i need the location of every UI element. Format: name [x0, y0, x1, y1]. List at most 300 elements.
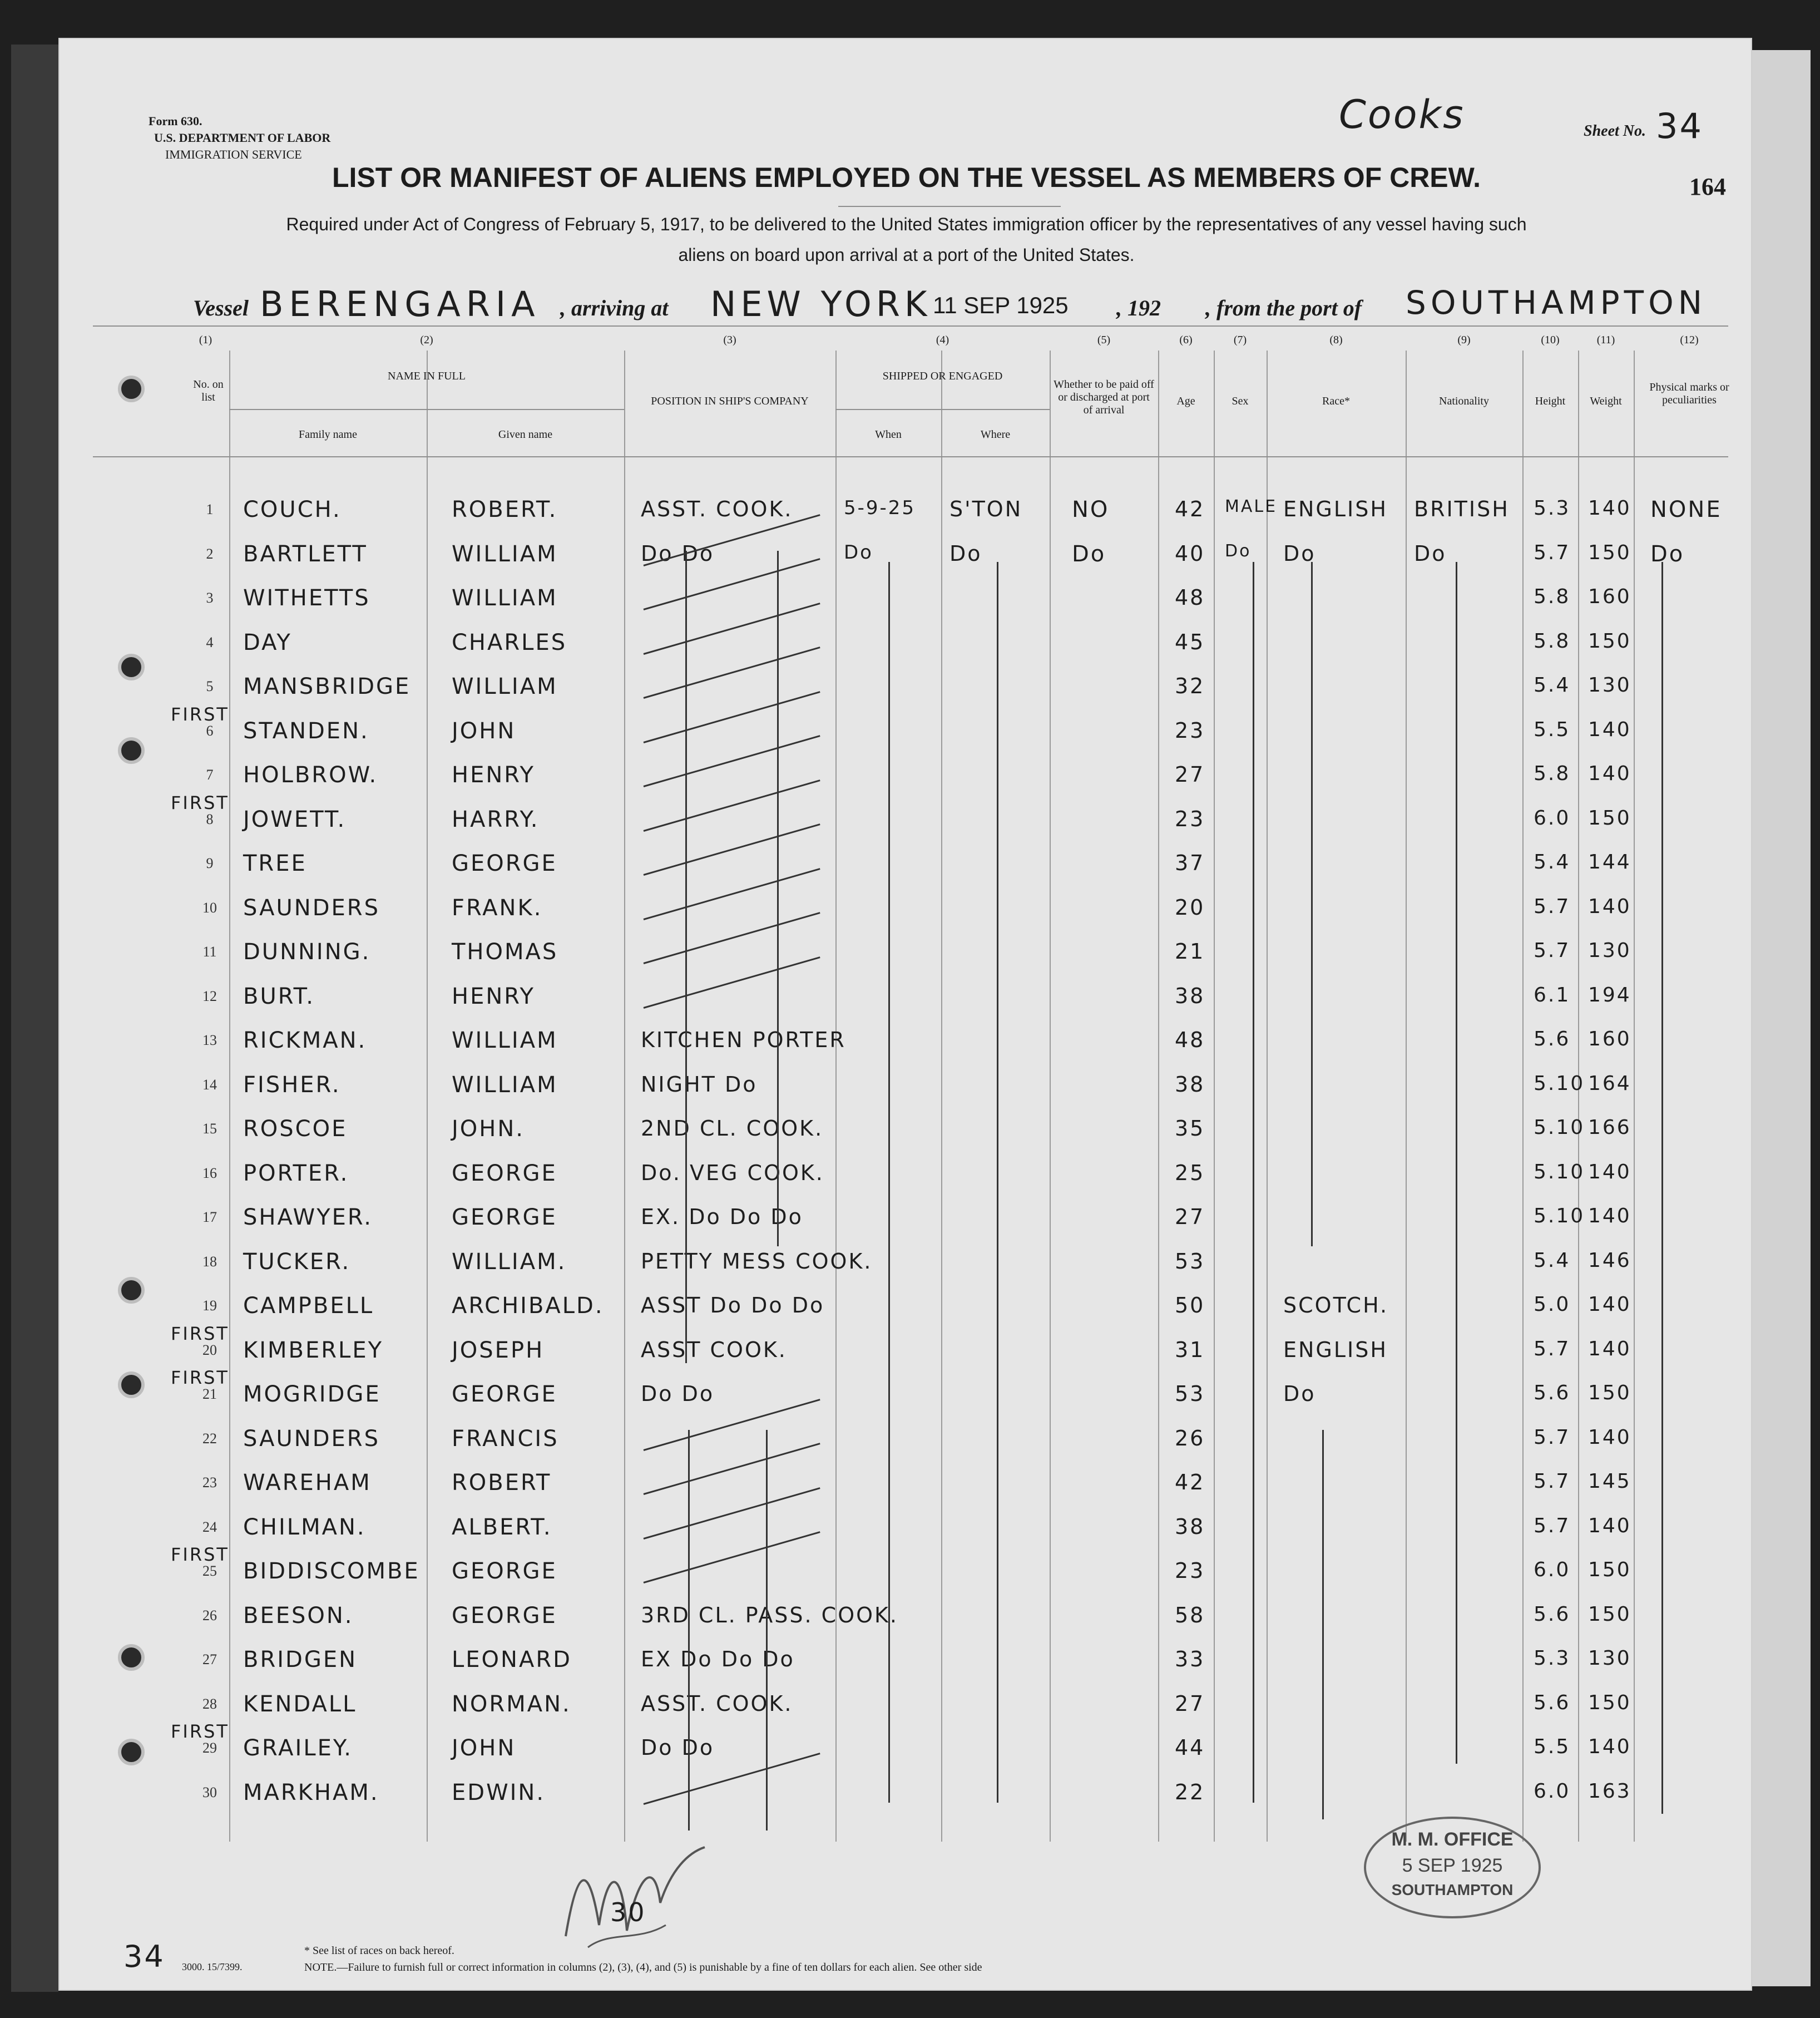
table-row — [60, 614, 1753, 659]
col1-header: No. on list — [193, 378, 224, 403]
marks-cell: Do — [1650, 541, 1685, 567]
weight-cell: 150 — [1588, 1558, 1631, 1581]
table-row — [60, 481, 1753, 526]
race-cell: SCOTCH. — [1283, 1293, 1389, 1318]
height-cell: 5.4 — [1534, 674, 1571, 697]
race-cell: ENGLISH — [1283, 1337, 1388, 1362]
given-name-cell: HARRY. — [452, 806, 540, 832]
col8-header: Race* — [1322, 395, 1350, 407]
from-port-label: , from the port of — [1205, 295, 1362, 320]
row-number: 15 — [202, 1121, 217, 1137]
family-name-cell: CAMPBELL — [243, 1293, 374, 1319]
arrival-date-stamp: 11 SEP 1925 — [933, 292, 1069, 318]
position-cell: ASST. COOK. — [641, 497, 793, 521]
given-name-cell: FRANCIS — [452, 1425, 559, 1452]
family-name-cell: BURT. — [243, 983, 315, 1009]
weight-cell: 140 — [1588, 1293, 1631, 1316]
age-cell: 53 — [1175, 1249, 1205, 1274]
paid-off-cell: Do — [1072, 541, 1106, 567]
table-row — [60, 1543, 1753, 1587]
height-cell: 5.7 — [1534, 1337, 1571, 1360]
table-row — [60, 1277, 1753, 1322]
sheet-label: Sheet No. — [1584, 122, 1646, 140]
row-number: 27 — [202, 1651, 217, 1667]
row-number: 14 — [202, 1076, 217, 1093]
position-cell: Do Do — [641, 1735, 715, 1760]
race-cell: ENGLISH — [1283, 497, 1388, 521]
table-row — [60, 1764, 1753, 1809]
given-name-cell: WILLIAM — [452, 1072, 558, 1098]
position-cell: ASST Do Do Do — [641, 1293, 825, 1318]
family-name-cell: STANDEN. — [243, 718, 369, 744]
given-name-cell: JOHN — [452, 1735, 516, 1761]
given-name-cell: ROBERT. — [452, 497, 558, 522]
col12-number: (12) — [1680, 334, 1699, 346]
sheet-number: 34 — [1656, 106, 1703, 146]
family-name-cell: BRIDGEN — [243, 1647, 358, 1672]
position-cell: 3RD CL. PASS. COOK. — [641, 1602, 899, 1627]
height-cell: 5.7 — [1534, 1425, 1571, 1449]
family-name-cell: MOGRIDGE — [243, 1381, 381, 1407]
row-number: 7 — [206, 767, 214, 783]
table-row — [60, 924, 1753, 968]
punch-hole — [118, 376, 145, 402]
weight-cell: 150 — [1588, 1602, 1631, 1626]
form-number: Form 630. — [149, 114, 202, 128]
age-cell: 48 — [1175, 1028, 1205, 1052]
given-name-cell: JOHN — [452, 718, 516, 744]
col6-number: (6) — [1179, 334, 1193, 346]
col12-header: Physical marks or peculiarities — [1649, 381, 1729, 406]
table-row — [60, 835, 1753, 880]
given-name-cell: WILLIAM — [452, 585, 558, 611]
office-stamp — [1364, 1817, 1541, 1918]
weight-cell: 130 — [1588, 674, 1631, 697]
height-cell: 5.10 — [1534, 1116, 1585, 1139]
family-name-cell: SAUNDERS — [243, 895, 380, 921]
weight-cell: 146 — [1588, 1249, 1631, 1272]
race-footnote: * See list of races on back hereof. — [304, 1945, 454, 1957]
punch-hole — [118, 1739, 145, 1765]
from-port: SOUTHAMPTON — [1406, 284, 1707, 322]
given-name-header: Given name — [498, 428, 553, 441]
age-cell: 40 — [1175, 541, 1205, 566]
age-cell: 27 — [1175, 762, 1205, 787]
table-row — [60, 1499, 1753, 1543]
col6-header: Age — [1176, 395, 1195, 407]
table-row — [60, 658, 1753, 703]
title-rule — [838, 206, 1061, 207]
table-row — [60, 1587, 1753, 1632]
col10-number: (10) — [1541, 334, 1560, 346]
row-number: 8 — [206, 811, 214, 827]
punch-hole — [118, 1644, 145, 1671]
position-cell: Do. VEG COOK. — [641, 1160, 824, 1185]
col11-number: (11) — [1596, 334, 1615, 346]
row-number: 3 — [206, 590, 214, 606]
family-name-cell: COUCH. — [243, 497, 342, 522]
height-cell: 5.8 — [1534, 629, 1571, 653]
col8-number: (8) — [1329, 334, 1343, 346]
page-number: 164 — [1689, 173, 1726, 200]
weight-cell: 150 — [1588, 1381, 1631, 1404]
col9-header: Nationality — [1439, 395, 1489, 407]
height-cell: 5.10 — [1534, 1205, 1585, 1227]
given-name-cell: FRANK. — [452, 895, 543, 921]
table-row — [60, 1631, 1753, 1676]
subtitle-line2: aliens on board upon arrival at a port of the United States. — [678, 245, 1135, 265]
col7-number: (7) — [1233, 334, 1247, 346]
weight-cell: 140 — [1588, 1514, 1631, 1537]
col2-number: (2) — [420, 334, 433, 346]
vessel-label: Vessel — [193, 295, 249, 320]
given-name-cell: EDWIN. — [452, 1779, 546, 1805]
family-name-cell: GRAILEY. — [243, 1735, 353, 1761]
page-title: LIST OR MANIFEST OF ALIENS EMPLOYED ON THE VESSEL AS MEMBERS OF CREW. — [332, 162, 1481, 193]
col3-number: (3) — [723, 334, 736, 346]
given-name-cell: JOHN. — [452, 1116, 525, 1142]
weight-cell: 140 — [1588, 895, 1631, 918]
weight-cell: 160 — [1588, 585, 1631, 608]
row-number: 18 — [202, 1253, 217, 1270]
col5-number: (5) — [1097, 334, 1111, 346]
age-cell: 26 — [1175, 1425, 1205, 1450]
family-name-cell: DAY — [243, 629, 292, 655]
subtitle-line1: Required under Act of Congress of February 5, 1917, to be delivered to the United States immigration officer by the representatives of any vessel having such — [286, 214, 1527, 234]
penalty-note: NOTE.—Failure to furnish full or correct information in columns (2), (3), (4), and (5) is punishable by a fine of ten dollars for each alien. See other side — [304, 1961, 982, 1973]
weight-cell: 140 — [1588, 1337, 1631, 1360]
age-cell: 42 — [1175, 497, 1205, 521]
shipped-where-cell: S'TON — [949, 497, 1023, 521]
age-cell: 32 — [1175, 674, 1205, 698]
signature-number: 30 — [610, 1897, 646, 1927]
height-cell: 5.10 — [1534, 1072, 1585, 1095]
age-cell: 50 — [1175, 1293, 1205, 1318]
race-cell: Do — [1283, 1381, 1316, 1406]
table-row — [60, 570, 1753, 614]
vessel-name: BERENGARIA — [260, 284, 541, 324]
paid-off-cell: NO — [1072, 497, 1110, 522]
race-cell: Do — [1283, 541, 1316, 566]
weight-cell: 163 — [1588, 1779, 1631, 1803]
age-cell: 23 — [1175, 1558, 1205, 1583]
weight-cell: 140 — [1588, 497, 1631, 520]
row-number: 24 — [202, 1518, 217, 1535]
vessel-line-rule — [93, 325, 1728, 327]
height-cell: 6.0 — [1534, 806, 1571, 830]
height-cell: 5.3 — [1534, 1647, 1571, 1670]
table-row — [60, 1101, 1753, 1145]
given-name-cell: NORMAN. — [452, 1691, 571, 1717]
manifest-sheet — [58, 38, 1752, 1991]
row-annotation: FIRST — [171, 703, 229, 725]
row-annotation: FIRST — [171, 792, 229, 813]
weight-cell: 130 — [1588, 939, 1631, 962]
weight-cell: 140 — [1588, 718, 1631, 741]
height-cell: 5.4 — [1534, 1249, 1571, 1272]
age-cell: 22 — [1175, 1779, 1205, 1804]
row-number: 17 — [202, 1209, 217, 1225]
row-number: 12 — [202, 988, 217, 1004]
given-name-cell: WILLIAM — [452, 674, 558, 699]
table-row — [60, 747, 1753, 791]
col4-number: (4) — [936, 334, 949, 346]
table-row — [60, 1720, 1753, 1764]
position-cell: ASST COOK. — [641, 1337, 787, 1362]
row-number: 20 — [202, 1341, 217, 1358]
age-cell: 48 — [1175, 585, 1205, 610]
position-cell: 2ND CL. COOK. — [641, 1116, 824, 1141]
position-cell: Do Do — [641, 1381, 715, 1406]
row-number: 22 — [202, 1430, 217, 1447]
family-name-cell: ROSCOE — [243, 1116, 348, 1142]
row-number: 21 — [202, 1386, 217, 1402]
nationality-cell: BRITISH — [1414, 497, 1510, 521]
punch-hole — [118, 654, 145, 680]
row-annotation: FIRST — [171, 1544, 229, 1565]
weight-cell: 160 — [1588, 1028, 1631, 1050]
table-row — [60, 968, 1753, 1013]
age-cell: 42 — [1175, 1470, 1205, 1494]
row-number: 28 — [202, 1695, 217, 1712]
punch-hole — [118, 1371, 145, 1398]
height-cell: 5.0 — [1534, 1293, 1571, 1316]
service: IMMIGRATION SERVICE — [165, 147, 302, 161]
weight-cell: 194 — [1588, 983, 1631, 1006]
table-row — [60, 1454, 1753, 1499]
weight-cell: 145 — [1588, 1470, 1631, 1493]
row-number: 1 — [206, 501, 214, 517]
age-cell: 21 — [1175, 939, 1205, 964]
weight-cell: 144 — [1588, 851, 1631, 874]
arriving-label: , arriving at — [560, 295, 669, 320]
age-cell: 53 — [1175, 1381, 1205, 1406]
height-cell: 5.6 — [1534, 1381, 1571, 1404]
stamp-office: M. M. OFFICE — [1391, 1829, 1514, 1850]
family-name-header: Family name — [299, 428, 357, 441]
height-cell: 5.6 — [1534, 1691, 1571, 1714]
punch-hole — [118, 737, 145, 764]
age-cell: 33 — [1175, 1647, 1205, 1671]
table-row — [60, 1322, 1753, 1366]
given-name-cell: ALBERT. — [452, 1514, 552, 1540]
family-name-cell: SHAWYER. — [243, 1205, 373, 1230]
age-cell: 37 — [1175, 851, 1205, 875]
age-cell: 23 — [1175, 806, 1205, 831]
position-cell: ASST. COOK. — [641, 1691, 793, 1716]
given-name-cell: HENRY — [452, 762, 535, 788]
family-name-cell: BIDDISCOMBE — [243, 1558, 420, 1584]
family-name-cell: MARKHAM. — [243, 1779, 379, 1805]
col5-header: Whether to be paid off or discharged at port of arrival — [1054, 378, 1154, 416]
height-cell: 6.0 — [1534, 1779, 1571, 1803]
height-cell: 6.1 — [1534, 983, 1571, 1006]
height-cell: 5.7 — [1534, 1470, 1571, 1493]
given-name-cell: THOMAS — [452, 939, 558, 965]
position-cell: EX. Do Do Do — [641, 1205, 803, 1229]
position-cell: Do Do — [641, 541, 715, 566]
table-row — [60, 1410, 1753, 1455]
age-cell: 44 — [1175, 1735, 1205, 1760]
stamp-date: 5 SEP 1925 — [1402, 1855, 1503, 1876]
arrival-port: NEW YORK — [710, 284, 932, 324]
family-name-cell: RICKMAN. — [243, 1028, 367, 1053]
family-name-cell: BEESON. — [243, 1602, 354, 1629]
height-cell: 5.6 — [1534, 1602, 1571, 1626]
height-cell: 6.0 — [1534, 1558, 1571, 1581]
height-cell: 5.5 — [1534, 1735, 1571, 1758]
row-number: 4 — [206, 634, 214, 650]
marks-cell: NONE — [1650, 497, 1722, 522]
row-number: 5 — [206, 678, 214, 694]
age-cell: 45 — [1175, 629, 1205, 654]
height-cell: 5.5 — [1534, 718, 1571, 741]
given-name-cell: JOSEPH — [452, 1337, 545, 1363]
family-name-cell: KIMBERLEY — [243, 1337, 384, 1363]
age-cell: 27 — [1175, 1205, 1205, 1229]
family-name-cell: PORTER. — [243, 1160, 349, 1186]
where-header: Where — [980, 428, 1011, 441]
row-number: 2 — [206, 545, 214, 562]
row-number: 6 — [206, 722, 214, 739]
table-row — [60, 703, 1753, 747]
age-cell: 31 — [1175, 1337, 1205, 1362]
weight-cell: 130 — [1588, 1647, 1631, 1670]
row-number: 11 — [202, 944, 217, 960]
col3-header: POSITION IN SHIP'S COMPANY — [651, 395, 809, 407]
age-cell: 23 — [1175, 718, 1205, 743]
row-number: 25 — [202, 1563, 217, 1579]
table-row — [60, 1057, 1753, 1101]
height-cell: 5.10 — [1534, 1160, 1585, 1183]
age-cell: 25 — [1175, 1160, 1205, 1185]
given-name-cell: WILLIAM — [452, 1028, 558, 1053]
given-name-cell: GEORGE — [452, 1381, 557, 1407]
sex-cell: MALE — [1225, 497, 1278, 516]
age-cell: 38 — [1175, 1072, 1205, 1097]
given-name-cell: GEORGE — [452, 1205, 557, 1230]
row-number: 19 — [202, 1297, 217, 1314]
weight-cell: 140 — [1588, 1205, 1631, 1227]
weight-cell: 140 — [1588, 1735, 1631, 1758]
height-cell: 5.8 — [1534, 762, 1571, 785]
col11-header: Weight — [1590, 395, 1622, 407]
given-name-cell: HENRY — [452, 983, 535, 1009]
col9-number: (9) — [1457, 334, 1471, 346]
family-name-cell: SAUNDERS — [243, 1425, 380, 1452]
row-number: 30 — [202, 1784, 217, 1800]
age-cell: 35 — [1175, 1116, 1205, 1141]
when-header: When — [875, 428, 902, 441]
height-cell: 5.3 — [1534, 497, 1571, 520]
family-name-cell: WITHETTS — [243, 585, 370, 611]
corner-number: 34 — [123, 1939, 165, 1974]
age-cell: 27 — [1175, 1691, 1205, 1716]
given-name-cell: ROBERT — [452, 1470, 552, 1496]
family-name-cell: BARTLETT — [243, 541, 368, 567]
height-cell: 5.7 — [1534, 939, 1571, 962]
row-number: 26 — [202, 1607, 217, 1624]
family-name-cell: HOLBROW. — [243, 762, 378, 788]
table-row — [60, 1366, 1753, 1410]
given-name-cell: GEORGE — [452, 1160, 557, 1186]
nationality-cell: Do — [1414, 541, 1447, 566]
given-name-cell: CHARLES — [452, 629, 567, 655]
weight-cell: 140 — [1588, 1160, 1631, 1183]
height-cell: 5.6 — [1534, 1028, 1571, 1050]
scan-right-edge — [1752, 50, 1811, 1986]
print-code: 3000. 15/7399. — [182, 1961, 243, 1972]
family-name-cell: DUNNING. — [243, 939, 371, 965]
col7-header: Sex — [1232, 395, 1249, 407]
shipped-when-cell: Do — [844, 541, 873, 564]
height-cell: 5.7 — [1534, 1514, 1571, 1537]
family-name-cell: CHILMAN. — [243, 1514, 366, 1540]
sex-cell: Do — [1225, 541, 1252, 561]
table-row — [60, 1189, 1753, 1234]
header-bottom-rule — [93, 456, 1728, 457]
height-cell: 5.7 — [1534, 895, 1571, 918]
col1-number: (1) — [199, 334, 212, 346]
weight-cell: 150 — [1588, 1691, 1631, 1714]
family-name-cell: JOWETT. — [243, 806, 347, 832]
row-annotation: FIRST — [171, 1323, 229, 1344]
table-row — [60, 1145, 1753, 1190]
col2-header: NAME IN FULL — [388, 370, 466, 382]
row-number: 9 — [206, 855, 214, 871]
age-cell: 38 — [1175, 983, 1205, 1008]
position-cell: PETTY MESS COOK. — [641, 1249, 873, 1274]
table-row — [60, 1234, 1753, 1278]
age-cell: 38 — [1175, 1514, 1205, 1539]
weight-cell: 140 — [1588, 1425, 1631, 1449]
shipped-where-cell: Do — [949, 541, 982, 566]
table-row — [60, 1012, 1753, 1057]
position-cell: EX Do Do Do — [641, 1647, 795, 1671]
family-name-cell: FISHER. — [243, 1072, 341, 1098]
punch-hole — [118, 1277, 145, 1304]
weight-cell: 150 — [1588, 629, 1631, 653]
weight-cell: 150 — [1588, 806, 1631, 830]
family-name-cell: TREE — [243, 851, 307, 876]
row-number: 16 — [202, 1165, 217, 1181]
col4-header: SHIPPED OR ENGAGED — [882, 370, 1003, 382]
weight-cell: 150 — [1588, 541, 1631, 564]
given-name-cell: WILLIAM — [452, 541, 558, 567]
row-number: 29 — [202, 1740, 217, 1756]
age-cell: 20 — [1175, 895, 1205, 920]
given-name-cell: GEORGE — [452, 1602, 557, 1629]
given-name-cell: WILLIAM. — [452, 1249, 567, 1275]
row-annotation: FIRST — [171, 1721, 229, 1742]
height-cell: 5.7 — [1534, 541, 1571, 564]
family-name-cell: TUCKER. — [243, 1249, 351, 1275]
position-cell: NIGHT Do — [641, 1072, 758, 1097]
position-cell: KITCHEN PORTER — [641, 1028, 846, 1052]
table-row — [60, 791, 1753, 836]
year-label: , 192 — [1116, 295, 1161, 320]
given-name-cell: GEORGE — [452, 1558, 557, 1584]
height-cell: 5.8 — [1534, 585, 1571, 608]
row-number: 10 — [202, 899, 217, 916]
weight-cell: 140 — [1588, 762, 1631, 785]
given-name-cell: GEORGE — [452, 851, 557, 876]
stamp-location: SOUTHAMPTON — [1391, 1881, 1514, 1898]
table-row — [60, 1676, 1753, 1720]
table-row — [60, 526, 1753, 570]
family-name-cell: KENDALL — [243, 1691, 357, 1717]
weight-cell: 164 — [1588, 1072, 1631, 1095]
